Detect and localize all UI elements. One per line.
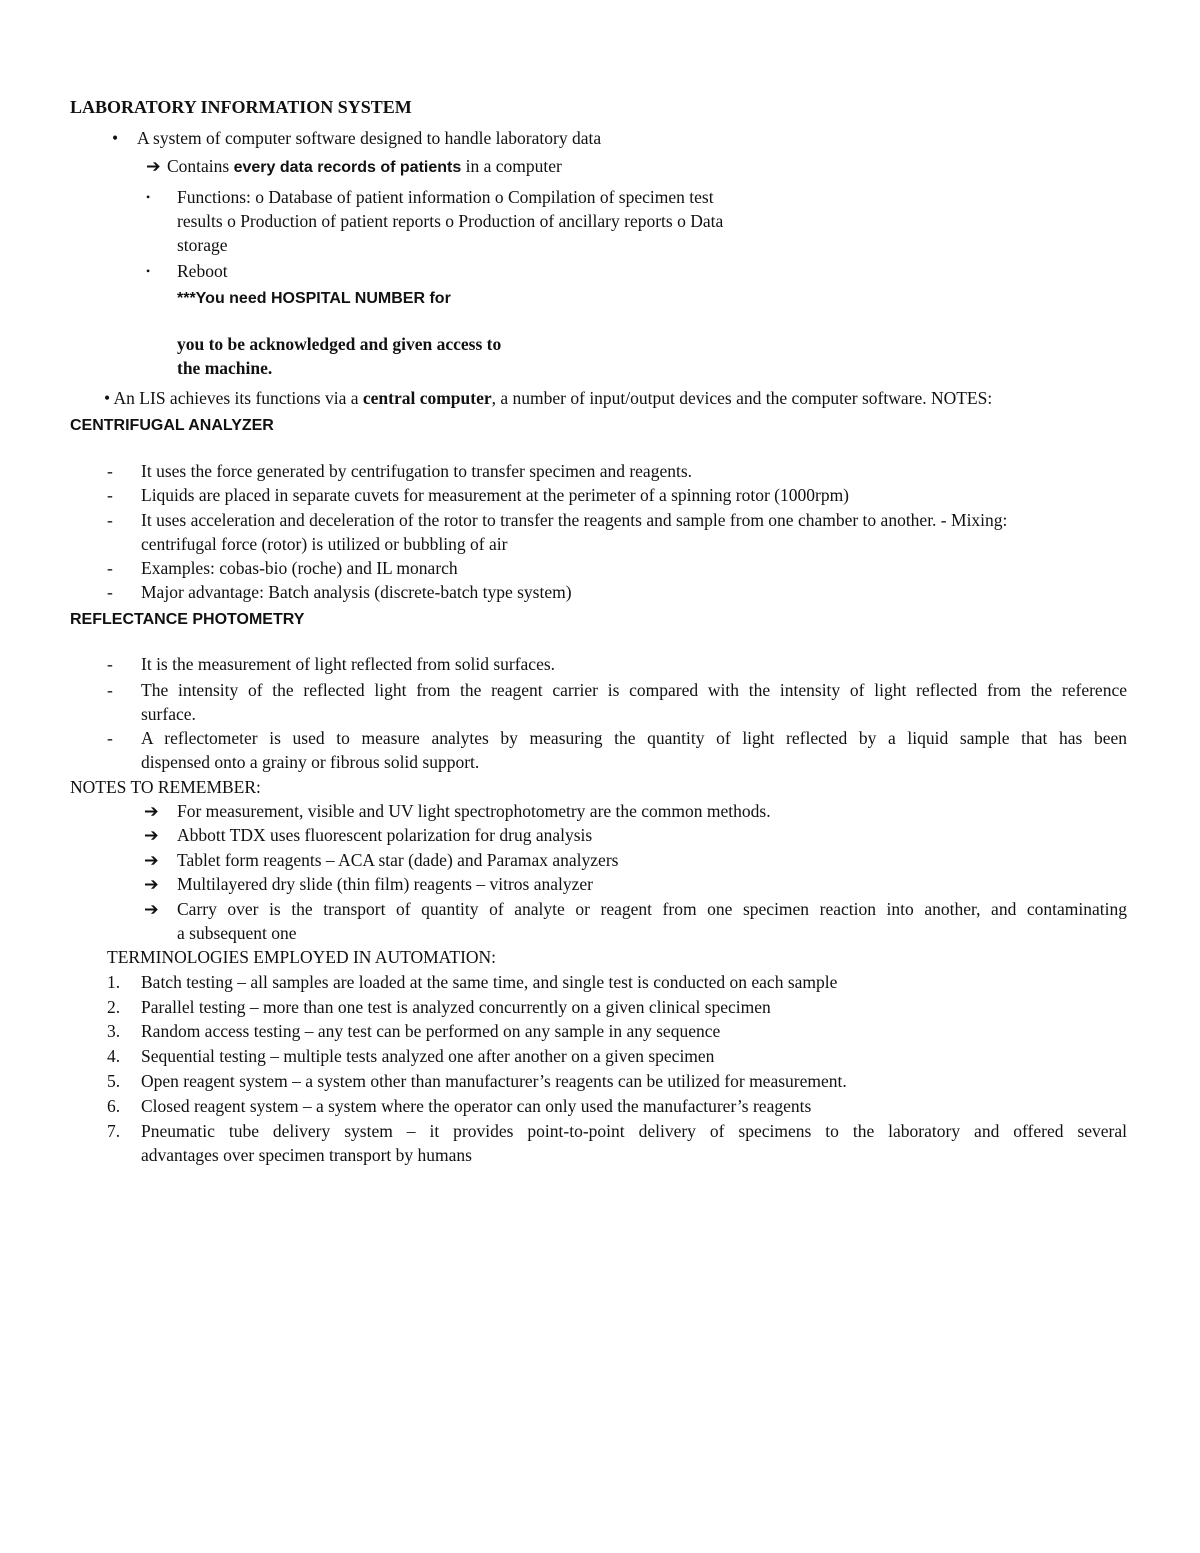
arrow-right-icon: ➔	[144, 899, 159, 919]
notes-heading: NOTES TO REMEMBER:	[70, 777, 261, 797]
arrow-right-icon: ➔	[146, 156, 161, 176]
bullet-icon: •	[146, 190, 151, 204]
hospital-number-note: you to be acknowledged and given access to	[177, 334, 502, 354]
lis-heading: LABORATORY INFORMATION SYSTEM	[70, 97, 412, 117]
terminology-item: Batch testing – all samples are loaded at the same time, and single test is conducted on each sample	[141, 972, 838, 992]
lis-achieves-pre: • An LIS achieves its functions via a	[104, 388, 363, 408]
arrow-right-icon: ➔	[144, 825, 159, 845]
lis-functions-line: storage	[177, 235, 228, 255]
reflectance-item: The intensity of the reflected light from the reagent carrier is compared with the intensity of light reflected from the reference	[141, 680, 1127, 700]
list-number: 7.	[107, 1121, 121, 1141]
notes-item: Carry over is the transport of quantity of analyte or reagent from one specimen reaction into another, and contaminating	[177, 899, 1127, 919]
terminology-item: advantages over specimen transport by humans	[141, 1145, 472, 1165]
dash-marker: -	[107, 654, 113, 674]
arrow-right-icon: ➔	[144, 850, 159, 870]
centrifugal-item: Liquids are placed in separate cuvets for measurement at the perimeter of a spinning rotor (1000rpm)	[141, 485, 850, 505]
list-number: 2.	[107, 997, 121, 1017]
lis-contains-pre: Contains	[167, 156, 234, 176]
list-number: 5.	[107, 1071, 121, 1091]
terminology-item: Pneumatic tube delivery system – it provides point-to-point delivery of specimens to the laboratory and offered several	[141, 1121, 1127, 1141]
bullet-icon: •	[146, 264, 151, 278]
lis-achieves-post: , a number of input/output devices and the computer software. NOTES:	[491, 388, 993, 408]
lis-contains-post: in a computer	[461, 156, 562, 176]
lis-reboot: Reboot	[177, 261, 228, 281]
lis-contains-bold: every data records of patients	[233, 159, 462, 176]
notes-item: Abbott TDX uses fluorescent polarization for drug analysis	[177, 825, 593, 845]
notes-item: Tablet form reagents – ACA star (dade) and Paramax analyzers	[177, 850, 619, 870]
list-number: 3.	[107, 1021, 121, 1041]
hospital-number-note: ***You need HOSPITAL NUMBER for	[177, 290, 451, 307]
terminology-item: Open reagent system – a system other than manufacturer’s reagents can be utilized for measurement.	[141, 1071, 847, 1091]
centrifugal-item: Examples: cobas-bio (roche) and IL monarch	[141, 558, 458, 578]
list-number: 4.	[107, 1046, 121, 1066]
centrifugal-heading: CENTRIFUGAL ANALYZER	[70, 417, 274, 434]
terminology-item: Sequential testing – multiple tests analyzed one after another on a given specimen	[141, 1046, 715, 1066]
lis-functions-line: results o Production of patient reports o Production of ancillary reports o Data	[177, 211, 724, 231]
terminology-item: Random access testing – any test can be performed on any sample in any sequence	[141, 1021, 721, 1041]
terminology-item: Closed reagent system – a system where the operator can only used the manufacturer’s reagents	[141, 1096, 812, 1116]
hospital-number-note: the machine.	[177, 358, 273, 378]
notes-item: Multilayered dry slide (thin film) reagents – vitros analyzer	[177, 874, 593, 894]
lis-contains	[167, 154, 562, 180]
centrifugal-item: It uses acceleration and deceleration of the rotor to transfer the reagents and sample from one chamber to another. - Mixing:	[141, 510, 1008, 530]
list-number: 1.	[107, 972, 121, 992]
arrow-right-icon: ➔	[144, 874, 159, 894]
dash-marker: -	[107, 510, 113, 530]
notes-item: a subsequent one	[177, 923, 297, 943]
lis-functions-line: Functions: o Database of patient information o Compilation of specimen test	[177, 187, 714, 207]
centrifugal-item: centrifugal force (rotor) is utilized or bubbling of air	[141, 534, 508, 554]
terminology-item: Parallel testing – more than one test is analyzed concurrently on a given clinical specimen	[141, 997, 771, 1017]
dash-marker: -	[107, 461, 113, 481]
terminologies-heading: TERMINOLOGIES EMPLOYED IN AUTOMATION:	[107, 947, 497, 967]
dash-marker: -	[107, 680, 113, 700]
centrifugal-item: It uses the force generated by centrifugation to transfer specimen and reagents.	[141, 461, 693, 481]
bullet-icon: •	[112, 128, 119, 148]
lis-definition: A system of computer software designed to handle laboratory data	[137, 128, 602, 148]
reflectance-heading: REFLECTANCE PHOTOMETRY	[70, 611, 305, 628]
reflectance-item: dispensed onto a grainy or fibrous solid support.	[141, 752, 480, 772]
reflectance-item: surface.	[141, 704, 196, 724]
dash-marker: -	[107, 558, 113, 578]
reflectance-item: A reflectometer is used to measure analytes by measuring the quantity of light reflected by a liquid sample that has been	[141, 728, 1127, 748]
lis-achieves	[104, 386, 992, 410]
dash-marker: -	[107, 728, 113, 748]
dash-marker: -	[107, 582, 113, 602]
lis-achieves-bold: central computer	[362, 388, 492, 408]
dash-marker: -	[107, 485, 113, 505]
reflectance-item: It is the measurement of light reflected from solid surfaces.	[141, 654, 556, 674]
arrow-right-icon: ➔	[144, 801, 159, 821]
notes-item: For measurement, visible and UV light spectrophotometry are the common methods.	[177, 801, 771, 821]
list-number: 6.	[107, 1096, 121, 1116]
centrifugal-item: Major advantage: Batch analysis (discrete-batch type system)	[141, 582, 572, 602]
